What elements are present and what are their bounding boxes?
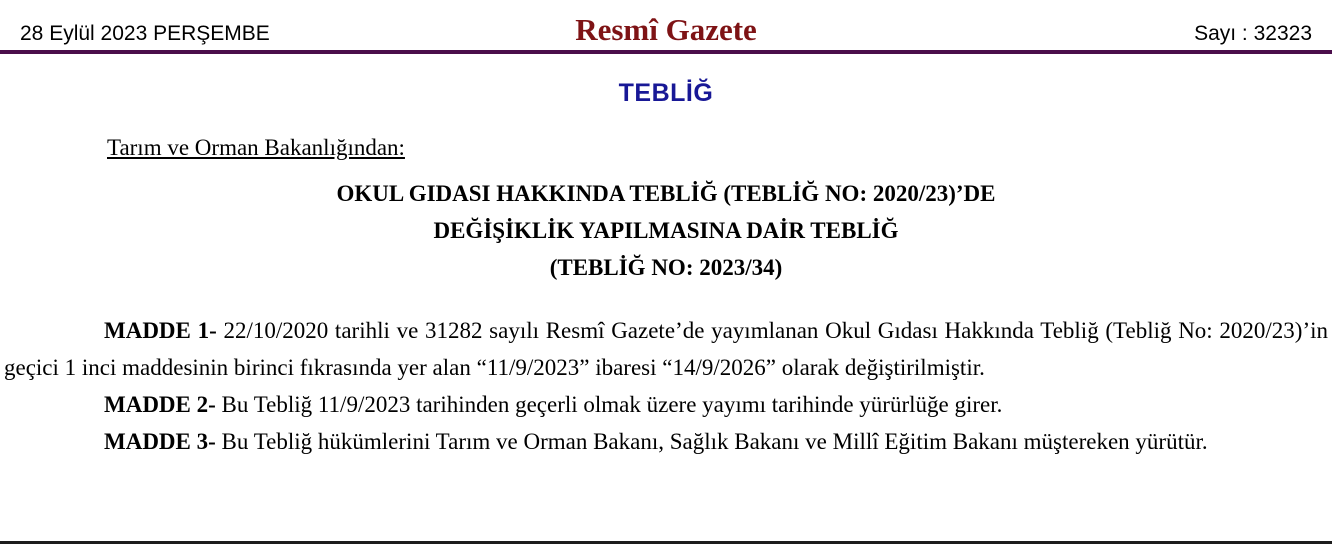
article-label: MADDE 1-: [104, 318, 217, 343]
document-title-line: DEĞİŞİKLİK YAPILMASINA DAİR TEBLİĞ: [433, 218, 899, 243]
article-text: 22/10/2020 tarihli ve 31282 sayılı Resmî Gazete’de yayımlanan Okul Gıdası Hakkında Tebliğ (Tebliğ No: 2020/23)’in geçici 1 inci maddesinin birinci fıkrasında yer alan “11/9/2023” ibaresi “14/9/2026” olarak değiştirilmiştir.: [4, 318, 1328, 380]
gazette-document: [0, 108, 1332, 460]
issuing-authority: Tarım ve Orman Bakanlığından:: [107, 135, 405, 160]
document-title-line: (TEBLİĞ NO: 2023/34): [549, 255, 783, 280]
document-title-line: OKUL GIDASI HAKKINDA TEBLİĞ (TEBLİĞ NO: 2020/23)’DE: [336, 181, 996, 206]
authority-line-wrap: [4, 108, 1328, 161]
article-madde-2: [4, 386, 1328, 423]
article-label: MADDE 2-: [104, 392, 216, 417]
gazette-issue-number: Sayı : 32323: [1194, 22, 1312, 45]
article-text: Bu Tebliğ hükümlerini Tarım ve Orman Bakanı, Sağlık Bakanı ve Millî Eğitim Bakanı müştereken yürütür.: [215, 429, 1208, 454]
section-heading: TEBLİĞ: [618, 79, 714, 107]
masthead-divider: [0, 50, 1332, 54]
article-label: MADDE 3-: [104, 429, 216, 454]
gazette-title: Resmî Gazete: [575, 12, 757, 47]
article-madde-1: [4, 312, 1328, 386]
article-text: Bu Tebliğ 11/9/2023 tarihinden geçerli olmak üzere yayımı tarihinde yürürlüğe girer.: [215, 392, 1003, 417]
document-title: [4, 175, 1328, 286]
gazette-masthead: [0, 0, 1332, 50]
gazette-date: 28 Eylül 2023 PERŞEMBE: [20, 22, 270, 45]
article-madde-3: [4, 423, 1328, 460]
articles: [4, 312, 1328, 460]
